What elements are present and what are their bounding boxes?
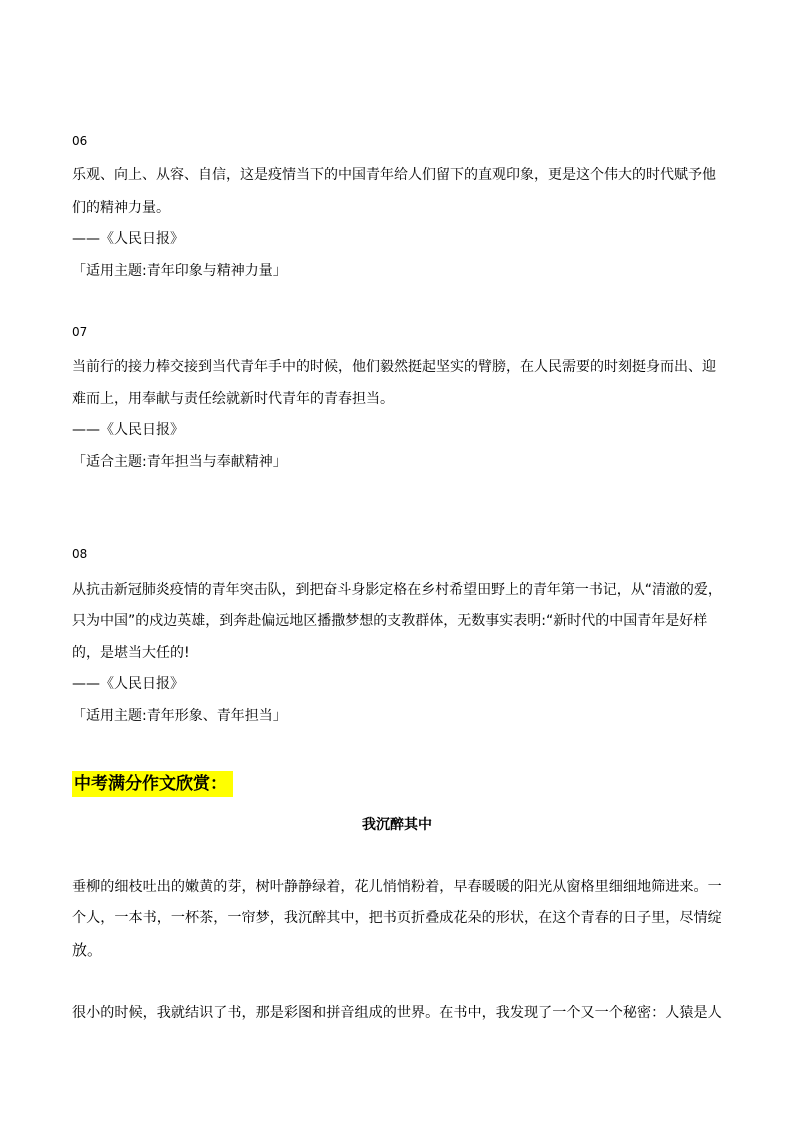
quote-08-source: ——《人民日报》 xyxy=(72,676,184,692)
quote-08-line-2: 只为中国”的戍边英雄，到奔赴偏远地区播撒梦想的支教群体，无数事实表明:“新时代的中国青年是好样 xyxy=(72,613,708,629)
essay-p1-line-3: 放。 xyxy=(72,941,103,959)
quote-08-number: 08 xyxy=(72,547,88,561)
quote-07-line-1: 当前行的接力棒交接到当代青年手中的时候，他们毅然挺起坚实的臂膀，在人民需要的时刻挺身而出、迎 xyxy=(72,359,716,375)
quote-07-theme: 「适合主题:青年担当与奉献精神」 xyxy=(72,454,287,470)
quote-06-number: 06 xyxy=(72,134,88,148)
quote-06-theme: 「适用主题:青年印象与精神力量」 xyxy=(72,263,287,279)
quote-06-line-2: 们的精神力量。 xyxy=(72,200,170,216)
quote-07-number: 07 xyxy=(72,325,88,339)
essay-p2-line-1: 很小的时候，我就结识了书，那是彩图和拼音组成的世界。在书中，我发现了一个又一个秘密：人猿是人 xyxy=(72,1005,722,1021)
quote-06-line-1: 乐观、向上、从容、自信，这是疫情当下的中国青年给人们留下的直观印象，更是这个伟大的时代赋予他 xyxy=(72,167,716,183)
essay-title: 我沉醉其中 xyxy=(362,817,432,833)
section-title: 中考满分作文欣赏： xyxy=(72,771,233,797)
quote-07-line-2: 难而上，用奉献与责任绘就新时代青年的青春担当。 xyxy=(72,391,394,407)
quote-06-source: ——《人民日报》 xyxy=(72,231,184,247)
quote-08-theme: 「适用主题:青年形象、青年担当」 xyxy=(72,708,287,724)
quote-08-line-1: 从抗击新冠肺炎疫情的青年突击队，到把奋斗身影定格在乡村希望田野上的青年第一书记，从“清澈的爱， xyxy=(72,582,722,598)
quote-07-source: ——《人民日报》 xyxy=(72,422,184,438)
quote-08-line-3: 的，是堪当大任的! xyxy=(72,645,190,661)
essay-p1-line-1: 垂柳的细枝吐出的嫩黄的芽，树叶静静绿着，花儿悄悄粉着，早春暖暖的阳光从窗格里细细地筛进来。一 xyxy=(72,879,722,895)
essay-p1-line-2: 个人，一本书，一杯茶，一帘梦，我沉醉其中，把书页折叠成花朵的形状，在这个青春的日子里，尽情绽 xyxy=(72,910,722,926)
